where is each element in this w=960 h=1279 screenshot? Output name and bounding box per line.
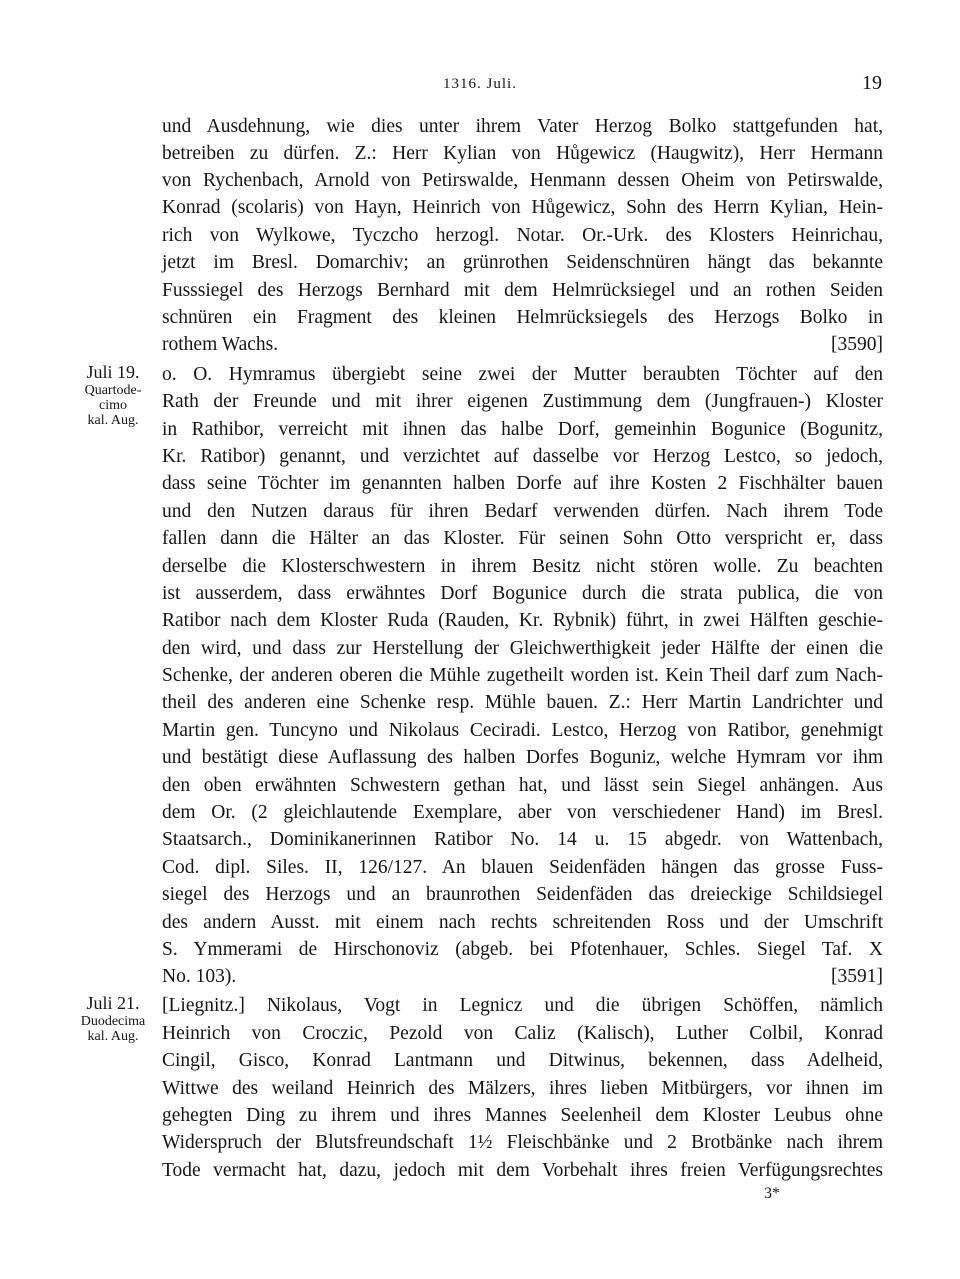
text-line: Wittwe des weiland Heinrich des Mälzers, ihres lieben Mitbürgers, vor ihnen im: [162, 1078, 883, 1099]
text-line: Heinrich von Croczic, Pezold von Caliz (Kalisch), Luther Colbil, Konrad: [162, 1023, 883, 1044]
text-line: Martin gen. Tuncyno und Nikolaus Ceciradi. Lestco, Herzog von Ratibor, genehmigt: [162, 720, 883, 741]
text-line: o. O. Hymramus übergiebt seine zwei der Mutter beraubten Töchter auf den: [162, 364, 883, 385]
text-line: Schenke, der anderen oberen die Mühle zugetheilt worden ist. Kein Theil darf zum Nach-: [162, 665, 883, 686]
margin-date: Juli 21.: [86, 993, 140, 1013]
text-line: derselbe die Klosterschwestern in ihrem Besitz nicht stören wolle. Zu beachten: [162, 556, 883, 577]
text-line: Widerspruch der Blutsfreundschaft 1½ Fleischbänke und 2 Brotbänke nach ihrem: [162, 1132, 883, 1153]
signature-mark: 3*: [764, 1185, 780, 1202]
page-number: 19: [862, 72, 882, 94]
margin-date: Juli 19.: [86, 362, 140, 382]
text-line: Cod. dipl. Siles. II, 126/127. An blauen Seidenfäden hängen das grosse Fuss-: [162, 857, 883, 878]
text-line: des andern Ausst. mit einem nach rechts schreitenden Ross und der Umschrift: [162, 912, 883, 933]
text-line: und Ausdehnung, wie dies unter ihrem Vater Herzog Bolko stattgefunden hat,: [162, 116, 883, 137]
text-line: [Liegnitz.] Nikolaus, Vogt in Legnicz und die übrigen Schöffen, nämlich: [162, 995, 883, 1016]
text-line: und den Nutzen daraus für ihren Bedarf verwenden dürfen. Nach ihrem Tode: [162, 501, 883, 522]
text-line: Ratibor nach dem Kloster Ruda (Rauden, Kr. Rybnik) führt, in zwei Hälften geschie-: [162, 610, 883, 631]
text-line: und bestätigt diese Auflassung des halben Dorfes Boguniz, welche Hymram vor ihm: [162, 747, 883, 768]
text-line: Rath der Freunde und mit ihrer eigenen Zustimmung dem (Jungfrauen-) Kloster: [162, 391, 883, 412]
line-text: No. 103).: [162, 966, 237, 987]
line-text: rothem Wachs.: [162, 334, 279, 355]
margin-date-note: [70, 992, 156, 1044]
text-line: von Rychenbach, Arnold von Petirswalde, Henmann dessen Oheim von Petirswalde,: [162, 170, 883, 191]
text-line: dem Or. (2 gleichlautende Exemplare, aber von verschiedener Hand) im Bresl.: [162, 802, 883, 823]
document-number: [3591]: [831, 966, 883, 987]
text-line: Konrad (scolaris) von Hayn, Heinrich von Hůgewicz, Sohn des Herrn Kylian, Hein-: [162, 197, 883, 218]
margin-latin-date: kal. Aug.: [87, 413, 139, 428]
text-line: Kr. Ratibor) genannt, und verzichtet auf dasselbe vor Herzog Lestco, so jedoch,: [162, 446, 883, 467]
document-number: [3590]: [831, 334, 883, 355]
text-line: schnüren ein Fragment des kleinen Helmrücksiegels des Herzogs Bolko in: [162, 307, 883, 328]
text-line: gehegten Ding zu ihrem und ihres Mannes Seelenheil dem Kloster Leubus ohne: [162, 1105, 883, 1126]
text-line: siegel des Herzogs und an braunrothen Seidenfäden das dreieckige Schildsiegel: [162, 884, 883, 905]
text-line: betreiben zu dürfen. Z.: Herr Kylian von Hůgewicz (Haugwitz), Herr Hermann: [162, 143, 883, 164]
text-line: rich von Wylkowe, Tyczcho herzogl. Notar. Or.-Urk. des Klosters Heinrichau,: [162, 225, 883, 246]
margin-latin-date: kal. Aug.: [87, 1029, 139, 1044]
text-line: jetzt im Bresl. Domarchiv; an grünrothen Seidenschnüren hängt das bekannte: [162, 252, 883, 273]
running-header: 1316. Juli.: [443, 76, 517, 92]
text-line-final: [162, 963, 883, 990]
margin-latin-date: Duodecima: [80, 1014, 146, 1029]
text-line: dass seine Töchter im genannten halben Dorfe auf ihre Kosten 2 Fischhälter bauen: [162, 473, 883, 494]
text-line: Cingil, Gisco, Konrad Lantmann und Ditwinus, bekennen, dass Adelheid,: [162, 1050, 883, 1071]
text-line: in Rathibor, verreicht mit ihnen das halbe Dorf, gemeinhin Bogunice (Bogunitz,: [162, 419, 883, 440]
text-line: Fusssiegel des Herzogs Bernhard mit dem Helmrücksiegel und an rothen Seiden: [162, 280, 883, 301]
text-line: theil des anderen eine Schenke resp. Mühle bauen. Z.: Herr Martin Landrichter und: [162, 692, 883, 713]
text-line: fallen dann die Hälter an das Kloster. Für seinen Sohn Otto verspricht er, dass: [162, 528, 883, 549]
text-line: S. Ymmerami de Hirschonoviz (abgeb. bei Pfotenhauer, Schles. Siegel Taf. X: [162, 939, 883, 960]
margin-date-note: [70, 361, 156, 428]
text-line: ist ausserdem, dass erwähntes Dorf Bogunice durch die strata publica, die von: [162, 583, 883, 604]
text-line: den wird, und dass zur Herstellung der Gleichwerthigkeit jeder Hälfte der einen die: [162, 638, 883, 659]
text-line: Tode vermacht hat, dazu, jedoch mit dem Vorbehalt ihres freien Verfügungsrechtes: [162, 1160, 883, 1181]
margin-latin-date: cimo: [99, 398, 127, 413]
text-line: Staatsarch., Dominikanerinnen Ratibor No. 14 u. 15 abgedr. von Wattenbach,: [162, 829, 883, 850]
text-line: den oben erwähnten Schwestern gethan hat, und lässt sein Siegel anhängen. Aus: [162, 775, 883, 796]
text-line-final: [162, 331, 883, 358]
margin-latin-date: Quartode-: [84, 383, 142, 398]
